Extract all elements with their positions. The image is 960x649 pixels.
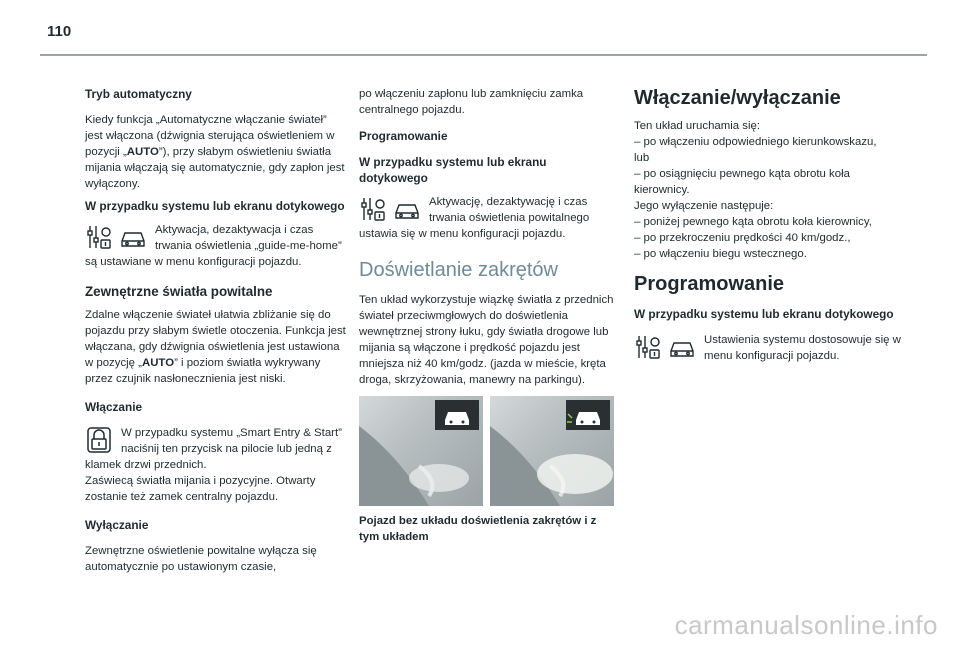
system-icons: [359, 195, 421, 223]
line: – po włączeniu odpowiedniego kierunkowskazu,: [634, 136, 877, 148]
car-badge-icon: [435, 400, 479, 430]
cont-text: po włączeniu zapłonu lub zamknięciu zamka centralnego pojazdu.: [359, 88, 584, 116]
tryb-text: [85, 112, 347, 192]
car-icon: [668, 333, 696, 361]
wlaczanie-block: [85, 425, 347, 505]
auto-bold: AUTO: [126, 146, 159, 158]
system-block: [85, 222, 347, 270]
line: Jego wyłączenie następuje:: [634, 200, 774, 212]
line: – po przekroczeniu prędkości 40 km/godz.,: [634, 232, 851, 244]
zew-text-part: ” i poziom światła wykrywany przez czujnik nasłonecznienia jest niski.: [85, 357, 321, 385]
system-text: Aktywację, dezaktywację i czas trwania oświetlenia powitalnego ustawia się w menu konfiguracji pojazdu.: [359, 196, 590, 240]
wlaczanie-heading: Włączanie: [85, 400, 143, 414]
system-icons: [85, 223, 147, 251]
system-block: [359, 194, 617, 242]
prog-heading: Programowanie: [634, 273, 785, 295]
photo-without-system: [359, 396, 483, 506]
tryb-text-part: Kiedy funkcja „Automatyczne włączanie świateł” jest włączona (dźwignia sterująca oświetleniem w pozycji „: [85, 114, 335, 158]
settings-sliders-icon: [359, 195, 387, 223]
prog-heading: Programowanie: [359, 129, 448, 143]
system-heading: W przypadku systemu lub ekranu dotykowego: [634, 307, 894, 321]
auto-bold: AUTO: [141, 357, 175, 369]
section-text: Ten układ wykorzystuje wiązkę światła z przednich świateł przeciwmgłowych do doświetlenia wewnętrznej strony łuku, gdy światła drogowe lub mijania są włączone i prędkość pojazdu jest mniejsza niż 40 km/godz. (jazda w mieście, kręta droga, skrzyżowania, manewry na parkingu).: [359, 294, 614, 386]
system-text: Aktywacja, dezaktywacja i czas trwania oświetlenia „guide-me-home” są ustawiane w menu konfiguracji pojazdu.: [85, 224, 342, 268]
zew-heading: Zewnętrzne światła powitalne: [85, 284, 273, 299]
system-heading: W przypadku systemu lub ekranu dotykowego: [359, 155, 547, 185]
tryb-heading: Tryb automatyczny: [85, 87, 192, 101]
page-number: 110: [47, 23, 72, 40]
wlaczanie-text: W przypadku systemu „Smart Entry & Start” naciśnij ten przycisk na pilocie lub jedną z klamek drzwi przednich.: [85, 427, 342, 471]
line: Ten układ uruchamia się:: [634, 120, 760, 132]
car-icon: [119, 223, 147, 251]
system-block: [634, 332, 904, 364]
photo-caption: Pojazd bez układu doświetlenia zakrętów i z tym układem: [359, 515, 597, 543]
settings-sliders-icon: [85, 223, 113, 251]
line: lub: [634, 152, 650, 164]
car-badge-icon: [566, 400, 610, 430]
tryb-text-part: ”), przy słabym oświetleniu światła mijania włączają się automatycznie, gdy zapłon jest wyłączony.: [85, 146, 345, 190]
watermark: carmanualsonline.info: [674, 610, 938, 640]
column-3: [634, 86, 904, 364]
line: – po osiągnięciu pewnego kąta obrotu koła kierownicy.: [634, 168, 850, 196]
lines-block: [634, 118, 904, 262]
lock-key-icon: [85, 426, 113, 454]
wylaczanie-heading: Wyłączanie: [85, 518, 149, 532]
system-icons: [634, 333, 696, 361]
settings-sliders-icon: [634, 333, 662, 361]
wylaczanie-text: Zewnętrzne oświetlenie powitalne wyłącza się automatycznie po ustawionym czasie,: [85, 545, 317, 573]
system-heading: W przypadku systemu lub ekranu dotykowego: [85, 199, 345, 213]
line: – po włączeniu biegu wstecznego.: [634, 248, 807, 260]
zew-text-part: Zdalne włączenie świateł ułatwia zbliżanie się do pojazdu przy słabym świetle otoczenia. Funkcja jest włączana, gdy dźwignia oświetlenia jest ustawiona w pozycję „: [85, 309, 346, 369]
section-heading: Doświetlanie zakrętów: [359, 259, 558, 281]
wlaczanie-text-2: Zaświecą światła mijania i pozycyjne. Otwarty zostanie też zamek centralny pojazdu.: [85, 475, 316, 503]
column-1: [85, 86, 347, 575]
column-heading: Włączanie/wyłączanie: [634, 87, 841, 109]
photo-with-system: [490, 396, 614, 506]
line: – poniżej pewnego kąta obrotu koła kierownicy,: [634, 216, 872, 228]
wlaczanie-icons: [85, 426, 113, 454]
top-rule: [40, 54, 927, 56]
system-text: Ustawienia systemu dostosowuje się w menu konfiguracji pojazdu.: [704, 334, 901, 362]
zew-text: [85, 307, 347, 387]
car-icon: [393, 195, 421, 223]
column-2: [359, 86, 617, 388]
